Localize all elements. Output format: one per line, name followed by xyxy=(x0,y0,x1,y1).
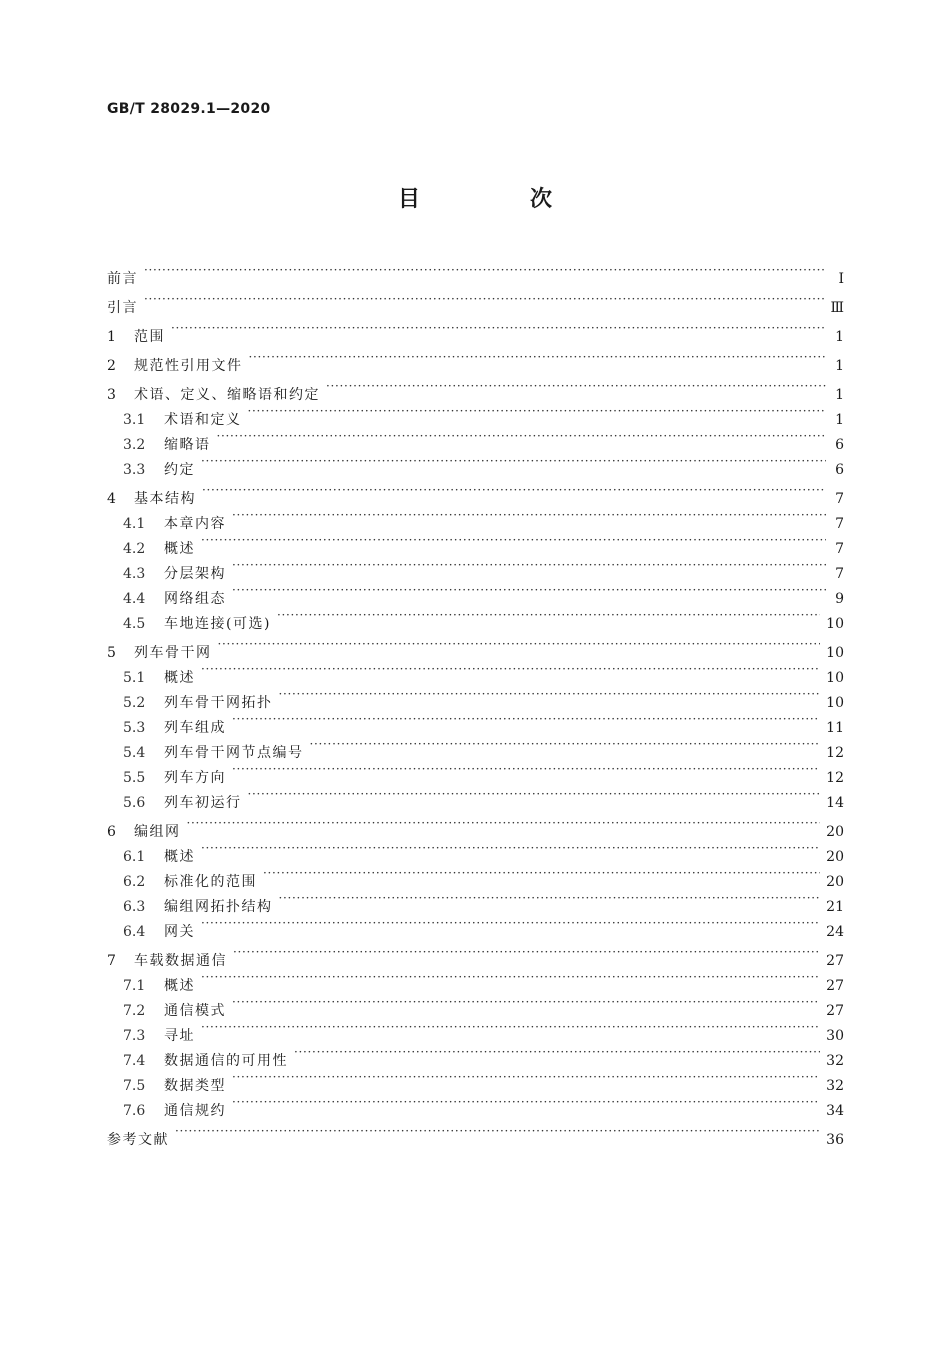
toc-entry-number: 7.6 xyxy=(123,1103,146,1119)
toc-entry-page: 27 xyxy=(826,953,844,969)
toc-entry-page: 1 xyxy=(835,329,844,345)
toc-entry-title: 概述 xyxy=(164,670,195,686)
toc-dot-leader xyxy=(232,1065,820,1090)
toc-entry[interactable] xyxy=(107,732,844,761)
toc-entry-page: 34 xyxy=(826,1103,844,1119)
toc-entry-page: 10 xyxy=(826,670,844,686)
toc-entry-number: 5.5 xyxy=(123,770,146,786)
toc-entry-number: 7.2 xyxy=(123,1003,146,1019)
toc-entry[interactable] xyxy=(107,811,844,840)
toc-entry-title: 概述 xyxy=(164,541,195,557)
toc-entry-page: 27 xyxy=(826,978,844,994)
toc-dot-leader xyxy=(279,682,821,707)
toc-entry[interactable] xyxy=(107,632,844,661)
toc-entry-page: 32 xyxy=(826,1078,844,1094)
toc-entry[interactable] xyxy=(107,478,844,507)
toc-entry-page: 1 xyxy=(835,358,844,374)
toc-entry-number: 4.3 xyxy=(123,566,146,582)
toc-dot-leader xyxy=(232,757,820,782)
toc-entry-page: Ⅰ xyxy=(838,271,844,287)
toc-entry-title: 前言 xyxy=(107,271,138,287)
toc-dot-leader xyxy=(326,374,826,399)
toc-entry[interactable] xyxy=(107,965,844,994)
toc-dot-leader xyxy=(232,578,826,603)
toc-dot-leader xyxy=(201,836,820,861)
toc-entry[interactable] xyxy=(107,287,844,316)
toc-entry-number: 3.3 xyxy=(123,462,146,478)
toc-dot-leader xyxy=(201,449,826,474)
toc-entry-number: 6.4 xyxy=(123,924,146,940)
toc-entry-title: 列车初运行 xyxy=(164,795,242,811)
toc-entry-title: 列车骨干网 xyxy=(134,645,212,661)
toc-dot-leader xyxy=(279,886,821,911)
toc-entry-number: 3 xyxy=(107,387,116,403)
toc-entry-title: 车载数据通信 xyxy=(134,953,227,969)
toc-entry-title: 网络组态 xyxy=(164,591,226,607)
toc-entry[interactable] xyxy=(107,1040,844,1069)
toc-entry-title: 编组网 xyxy=(134,824,181,840)
toc-entry[interactable] xyxy=(107,316,844,345)
toc-entry-title: 网关 xyxy=(164,924,195,940)
table-of-contents xyxy=(107,258,844,1148)
toc-entry-title: 通信规约 xyxy=(164,1103,226,1119)
toc-dot-leader xyxy=(201,528,826,553)
toc-dot-leader xyxy=(175,1119,820,1144)
toc-entry-number: 6.1 xyxy=(123,849,146,865)
toc-entry-page: 1 xyxy=(835,387,844,403)
toc-entry-number: 4.1 xyxy=(123,516,146,532)
toc-entry-number: 7.3 xyxy=(123,1028,146,1044)
toc-entry-number: 4.5 xyxy=(123,616,146,632)
toc-entry-number: 7.4 xyxy=(123,1053,146,1069)
toc-dot-leader xyxy=(201,1015,820,1040)
toc-dot-leader xyxy=(263,861,820,886)
toc-entry-title: 列车骨干网拓扑 xyxy=(164,695,273,711)
toc-entry-page: 20 xyxy=(826,849,844,865)
toc-entry-page: 6 xyxy=(835,437,844,453)
toc-entry[interactable] xyxy=(107,1065,844,1094)
toc-entry-title: 分层架构 xyxy=(164,566,226,582)
toc-dot-leader xyxy=(144,258,826,283)
toc-dot-leader xyxy=(233,940,820,965)
toc-entry-number: 7.5 xyxy=(123,1078,146,1094)
toc-dot-leader xyxy=(202,478,826,503)
toc-entry-page: 32 xyxy=(826,1053,844,1069)
toc-entry-title: 参考文献 xyxy=(107,1132,169,1148)
toc-entry-number: 5 xyxy=(107,645,116,661)
toc-entry-page: 10 xyxy=(826,616,844,632)
toc-entry[interactable] xyxy=(107,374,844,403)
toc-entry[interactable] xyxy=(107,578,844,607)
toc-entry[interactable] xyxy=(107,399,844,428)
toc-entry-number: 6.3 xyxy=(123,899,146,915)
toc-entry-title: 本章内容 xyxy=(164,516,226,532)
toc-entry-number: 7.1 xyxy=(123,978,146,994)
toc-entry-page: 24 xyxy=(826,924,844,940)
toc-entry-number: 5.4 xyxy=(123,745,146,761)
toc-entry-title: 数据类型 xyxy=(164,1078,226,1094)
toc-entry-page: 9 xyxy=(835,591,844,607)
toc-entry[interactable] xyxy=(107,861,844,890)
toc-entry-title: 通信模式 xyxy=(164,1003,226,1019)
toc-entry[interactable] xyxy=(107,990,844,1019)
toc-entry-title: 基本结构 xyxy=(134,491,196,507)
toc-entry[interactable] xyxy=(107,528,844,557)
toc-entry[interactable] xyxy=(107,449,844,478)
toc-entry-page: 21 xyxy=(826,899,844,915)
toc-dot-leader xyxy=(232,503,826,528)
toc-entry-number: 4.4 xyxy=(123,591,146,607)
toc-entry-title: 列车方向 xyxy=(164,770,226,786)
toc-entry-page: 30 xyxy=(826,1028,844,1044)
toc-entry[interactable] xyxy=(107,886,844,915)
toc-entry-number: 4 xyxy=(107,491,116,507)
toc-entry-title: 车地连接(可选) xyxy=(164,616,271,632)
toc-entry[interactable] xyxy=(107,1090,844,1119)
toc-entry-number: 6.2 xyxy=(123,874,146,890)
toc-dot-leader xyxy=(217,424,827,449)
toc-dot-leader xyxy=(232,707,820,732)
toc-entry-page: 12 xyxy=(826,745,844,761)
toc-entry-page: 7 xyxy=(835,491,844,507)
toc-entry[interactable] xyxy=(107,553,844,582)
toc-entry[interactable] xyxy=(107,657,844,686)
toc-dot-leader xyxy=(201,965,820,990)
toc-entry-title: 术语和定义 xyxy=(164,412,242,428)
page-title: 目 次 xyxy=(397,187,596,212)
toc-entry-number: 6 xyxy=(107,824,116,840)
toc-dot-leader xyxy=(201,911,820,936)
toc-entry-page: 12 xyxy=(826,770,844,786)
toc-entry-page: 6 xyxy=(835,462,844,478)
toc-entry[interactable] xyxy=(107,1119,844,1148)
toc-entry-title: 列车组成 xyxy=(164,720,226,736)
toc-dot-leader xyxy=(310,732,821,757)
toc-entry[interactable] xyxy=(107,503,844,532)
toc-entry-title: 寻址 xyxy=(164,1028,195,1044)
toc-entry[interactable] xyxy=(107,707,844,736)
toc-dot-leader xyxy=(249,345,827,370)
toc-entry-title: 编组网拓扑结构 xyxy=(164,899,273,915)
toc-entry[interactable] xyxy=(107,940,844,969)
toc-entry[interactable] xyxy=(107,424,844,453)
toc-entry-page: 36 xyxy=(826,1132,844,1148)
toc-dot-leader xyxy=(248,399,827,424)
toc-entry-number: 4.2 xyxy=(123,541,146,557)
toc-entry-title: 标准化的范围 xyxy=(164,874,257,890)
toc-entry[interactable] xyxy=(107,911,844,940)
toc-entry-title: 范围 xyxy=(134,329,165,345)
toc-entry-title: 术语、定义、缩略语和约定 xyxy=(134,387,320,403)
toc-dot-leader xyxy=(232,553,826,578)
toc-entry[interactable] xyxy=(107,782,844,811)
toc-entry[interactable] xyxy=(107,603,844,632)
toc-entry-page: 7 xyxy=(835,541,844,557)
toc-entry-title: 数据通信的可用性 xyxy=(164,1053,288,1069)
toc-entry-page: 27 xyxy=(826,1003,844,1019)
toc-entry-page: Ⅲ xyxy=(830,300,844,316)
toc-entry[interactable] xyxy=(107,1015,844,1044)
toc-dot-leader xyxy=(277,603,820,628)
toc-dot-leader xyxy=(232,1090,820,1115)
toc-entry-page: 14 xyxy=(826,795,844,811)
toc-entry-title: 缩略语 xyxy=(164,437,211,453)
toc-entry-number: 7 xyxy=(107,953,116,969)
toc-dot-leader xyxy=(144,287,824,312)
toc-entry-page: 11 xyxy=(826,720,844,736)
toc-entry-number: 5.3 xyxy=(123,720,146,736)
toc-entry-title: 引言 xyxy=(107,300,138,316)
toc-dot-leader xyxy=(294,1040,820,1065)
toc-entry-page: 10 xyxy=(826,645,844,661)
toc-entry-number: 3.1 xyxy=(123,412,146,428)
toc-entry-number: 5.6 xyxy=(123,795,146,811)
toc-entry-title: 概述 xyxy=(164,978,195,994)
toc-entry[interactable] xyxy=(107,836,844,865)
toc-entry[interactable] xyxy=(107,682,844,711)
toc-entry-number: 1 xyxy=(107,329,116,345)
toc-entry-number: 3.2 xyxy=(123,437,146,453)
toc-entry-page: 20 xyxy=(826,874,844,890)
toc-dot-leader xyxy=(201,657,820,682)
toc-entry[interactable] xyxy=(107,258,844,287)
toc-entry[interactable] xyxy=(107,345,844,374)
toc-entry-title: 规范性引用文件 xyxy=(134,358,243,374)
toc-dot-leader xyxy=(248,782,821,807)
toc-entry-number: 2 xyxy=(107,358,116,374)
toc-entry-title: 列车骨干网节点编号 xyxy=(164,745,304,761)
toc-dot-leader xyxy=(187,811,821,836)
toc-entry-page: 7 xyxy=(835,516,844,532)
toc-entry-number: 5.2 xyxy=(123,695,146,711)
toc-entry-page: 1 xyxy=(835,412,844,428)
toc-entry-title: 概述 xyxy=(164,849,195,865)
toc-dot-leader xyxy=(171,316,826,341)
toc-dot-leader xyxy=(232,990,820,1015)
toc-entry-page: 10 xyxy=(826,695,844,711)
toc-entry-number: 5.1 xyxy=(123,670,146,686)
toc-entry-page: 7 xyxy=(835,566,844,582)
standard-number: GB/T 28029.1—2020 xyxy=(107,101,271,117)
toc-dot-leader xyxy=(218,632,821,657)
toc-entry[interactable] xyxy=(107,757,844,786)
toc-entry-title: 约定 xyxy=(164,462,195,478)
toc-entry-page: 20 xyxy=(826,824,844,840)
